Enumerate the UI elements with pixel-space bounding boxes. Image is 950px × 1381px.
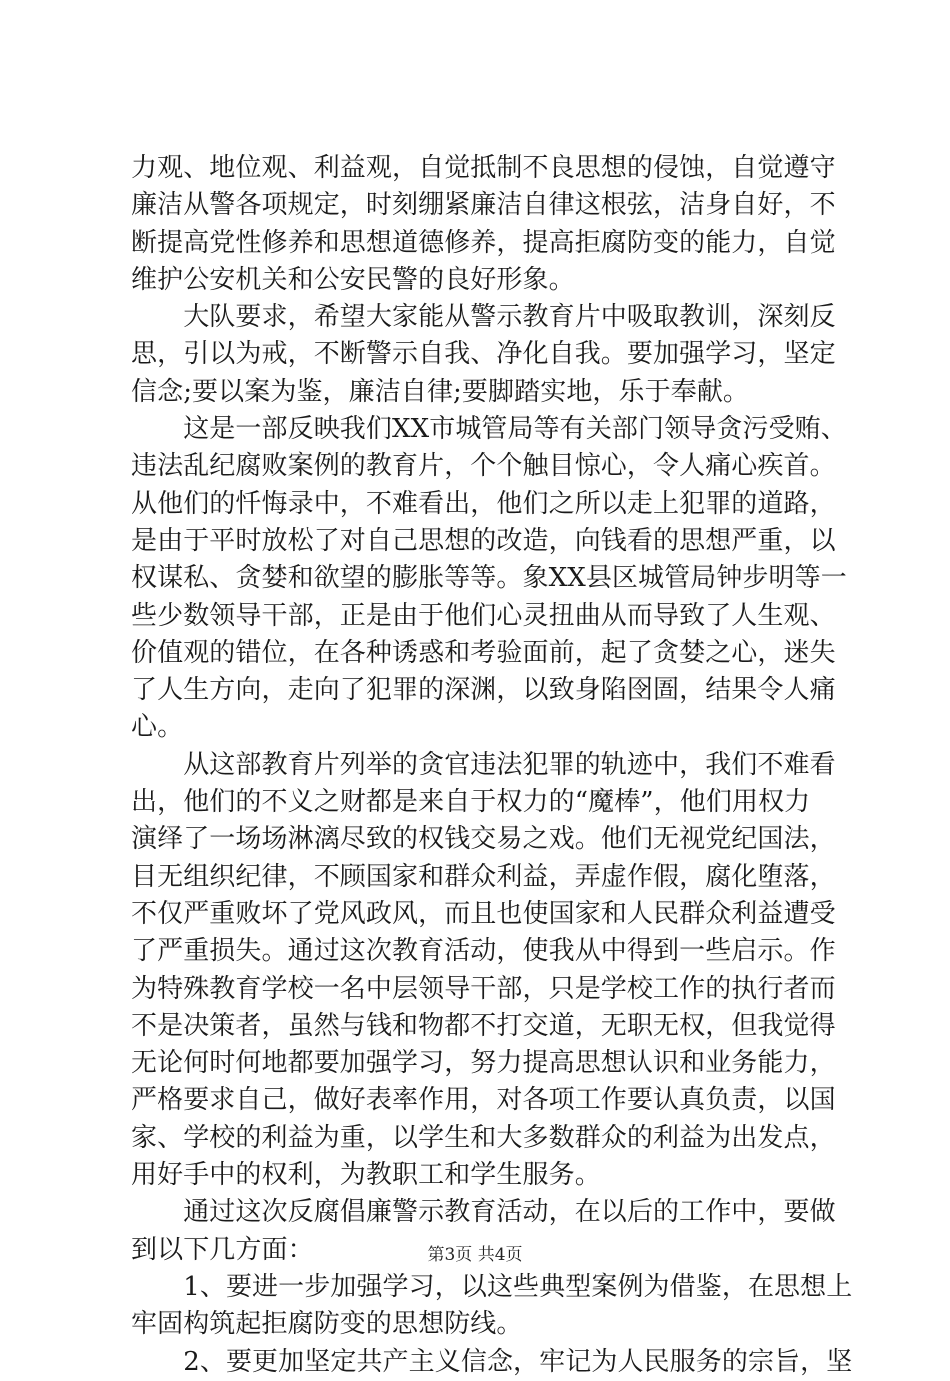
text-line: 维护公安机关和公安民警的良好形象。 [131,264,575,295]
text-line: 些少数领导干部，正是由于他们心灵扭曲从而导致了人生观、 [131,600,836,631]
text-line: 演绎了一场场淋漓尽致的权钱交易之戏。他们无视党纪国法， [131,824,836,855]
text-line: 这是一部反映我们XX市城管局等有关部门领导贪污受贿、 [131,414,847,445]
text-line: 为特殊教育学校一名中层领导干部，只是学校工作的执行者而 [131,973,836,1004]
text-line: 从他们的忏悔录中，不难看出，他们之所以走上犯罪的道路， [131,488,836,519]
document-body [131,150,853,1381]
text-line: 权谋私、贪婪和欲望的膨胀等等。象XX县区城管局钟步明等一 [131,563,847,594]
text-line: 是由于平时放松了对自己思想的改造，向钱看的思想严重，以 [131,525,836,556]
text-line: 大队要求，希望大家能从警示教育片中吸取教训，深刻反 [131,302,836,333]
page-footer [0,1243,950,1267]
text-line: 家、学校的利益为重，以学生和大多数群众的利益为出发点， [131,1122,836,1153]
text-line: 不是决策者，虽然与钱和物都不打交道，无职无权，但我觉得 [131,1010,836,1041]
text-line: 2、要更加坚定共产主义信念，牢记为人民服务的宗旨，坚 [131,1346,853,1377]
text-line: 了人生方向，走向了犯罪的深渊，以致身陷囹圄，结果令人痛 [131,675,836,706]
text-line: 不仅严重败坏了党风政风，而且也使国家和人民群众利益遭受 [131,898,836,929]
text-line: 1、要进一步加强学习，以这些典型案例为借鉴，在思想上 [131,1271,853,1302]
text-line: 严格要求自己，做好表率作用，对各项工作要认真负责，以国 [131,1085,836,1116]
text-line: 了严重损失。通过这次教育活动，使我从中得到一些启示。作 [131,936,836,967]
text-line: 廉洁从警各项规定，时刻绷紧廉洁自律这根弦，洁身自好，不 [131,190,836,221]
text-line: 力观、地位观、利益观，自觉抵制不良思想的侵蚀，自觉遵守 [131,153,836,183]
text-line: 通过这次反腐倡廉警示教育活动，在以后的工作中，要做 [131,1197,836,1228]
text-line: 断提高党性修养和思想道德修养，提高拒腐防变的能力，自觉 [131,227,836,258]
text-line: 出，他们的不义之财都是来自于权力的“魔棒”，他们用权力 [131,787,811,818]
text-line: 心。 [131,712,184,743]
page-number-label: 第3页 共4页 [427,1245,523,1265]
text-line: 目无组织纪律，不顾国家和群众利益，弄虚作假，腐化堕落， [131,861,836,892]
text-line: 信念;要以案为鉴，廉洁自律;要脚踏实地，乐于奉献。 [131,376,750,407]
text-line: 价值观的错位，在各种诱惑和考验面前，起了贪婪之心，迷失 [131,637,836,668]
text-line: 违法乱纪腐败案例的教育片，个个触目惊心，令人痛心疾首。 [131,451,836,482]
text-line: 到以下几方面： [131,1234,314,1265]
text-line: 用好手中的权利，为教职工和学生服务。 [131,1160,601,1191]
text-line: 牢固构筑起拒腐防变的思想防线。 [131,1309,523,1340]
text-line: 无论何时何地都要加强学习，努力提高思想认识和业务能力， [131,1048,836,1079]
text-line: 从这部教育片列举的贪官违法犯罪的轨迹中，我们不难看 [131,749,836,780]
text-line: 思，引以为戒，不断警示自我、净化自我。要加强学习，坚定 [131,339,836,370]
